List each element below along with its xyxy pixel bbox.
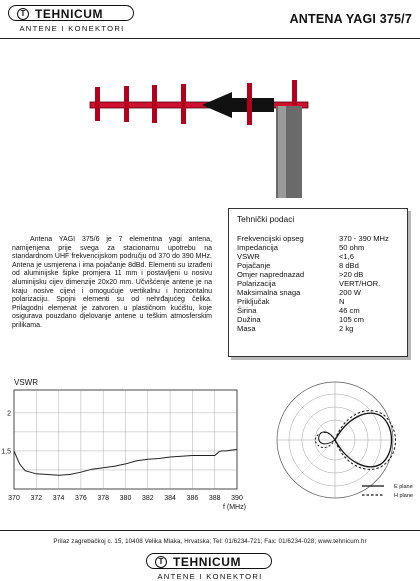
spec-value: 50 ohm xyxy=(339,243,365,252)
spec-value: 46 cm xyxy=(339,306,360,315)
product-description: Antena YAGI 375/6 je 7 elementna yagi antena, namijenjena prije svega za stacionarnu upotrebu na standardnom UHF frekvencijskom području od 370 do 390 MHz. Antena je usmjerena i ima pojačanje 8dBd. Elementi su izrađeni od aluminijske šipke promjera 11 mm i postavljeni u nosivu aluminijsku cijev dimenzije 20x20 mm. Učvišćenje antene je na kraju nosive cijevi i omogućuje vertikalnu i horizontalnu polarizaciju. Spojni elementi su od nehrđajućeg čelika. Prilagodni elemenat je zatvoren u plastičnom kućištu, koje osigurava pouzdano djelovanje antene u teškim atmosferskim prilikama. xyxy=(12,236,212,329)
dipole-housing-body xyxy=(232,98,274,112)
page-title: ANTENA YAGI 375/7 xyxy=(289,12,412,26)
spec-label: Dužina xyxy=(237,315,261,324)
spec-row xyxy=(237,261,389,270)
spec-value: <1,6 xyxy=(339,252,354,261)
spec-row xyxy=(237,306,389,315)
spec-value: 370 - 390 MHz xyxy=(339,234,389,243)
brand-logo xyxy=(6,4,138,34)
technical-specs-box xyxy=(228,208,408,357)
vswr-tick-labels xyxy=(1,410,243,502)
yagi-antenna-icon xyxy=(90,80,308,198)
spec-row xyxy=(237,252,389,261)
antenna-element xyxy=(95,87,100,121)
spec-row xyxy=(237,288,389,297)
antenna-boom xyxy=(90,102,308,108)
footer-brand-name: TEHNICUM xyxy=(173,555,242,569)
footer-address: Prilaz zagrebačkoj c. 15, 10408 Velika Mlaka, Hrvatska; Tel: 01/6234-721; Fax: 01/6234-028; www.tehnicum.hr xyxy=(53,538,367,545)
x-tick-label: 370 xyxy=(8,495,20,502)
footer-brand-subtitle: ANTENE I KONEKTORI xyxy=(157,572,263,581)
x-tick-label: 382 xyxy=(141,495,154,502)
spec-value: 200 W xyxy=(339,288,361,297)
antenna-element xyxy=(181,84,186,124)
spec-value: N xyxy=(339,297,345,306)
polar-legend xyxy=(360,480,420,502)
header-divider xyxy=(0,38,420,39)
mast-highlight xyxy=(278,106,286,198)
spec-row xyxy=(237,270,389,279)
antenna-element xyxy=(152,85,157,123)
spec-label: Priključak xyxy=(237,297,270,306)
footer-divider xyxy=(0,530,420,531)
vswr-chart xyxy=(0,372,250,517)
spec-label: Impedancija xyxy=(237,243,278,252)
spec-row xyxy=(237,315,389,324)
spec-value: >20 dB xyxy=(339,270,364,279)
brand-mark-icon: T xyxy=(17,8,29,20)
e-plane-legend-label: E plane xyxy=(394,484,413,490)
antenna-element xyxy=(247,83,252,125)
specs-title: Tehnički podaci xyxy=(237,214,295,224)
x-tick-label: 374 xyxy=(52,495,65,502)
spec-label: Širina xyxy=(237,306,257,315)
footer-brand-mark-icon: T xyxy=(155,556,167,568)
spec-label: Masa xyxy=(237,324,256,333)
dipole-housing xyxy=(202,92,232,118)
spec-row xyxy=(237,324,389,333)
spec-label: VSWR xyxy=(237,252,260,261)
spec-label: Omjer naprednazad xyxy=(237,270,305,279)
antenna-element xyxy=(124,86,129,122)
spec-label: Frekvencijski opseg xyxy=(237,234,304,243)
x-tick-label: 380 xyxy=(119,495,132,502)
x-tick-label: 378 xyxy=(97,495,110,502)
spec-value: 105 cm xyxy=(339,315,364,324)
spec-row xyxy=(237,234,389,243)
brand-name: TEHNICUM xyxy=(35,7,104,21)
vswr-axis-label: VSWR xyxy=(14,378,38,387)
spec-row xyxy=(237,297,389,306)
frequency-axis-label: f (MHz) xyxy=(223,504,246,511)
x-tick-label: 376 xyxy=(75,495,87,502)
x-tick-label: 386 xyxy=(186,495,199,502)
x-tick-label: 384 xyxy=(164,495,176,502)
e-plane-backlobe xyxy=(319,432,335,444)
spec-label: Pojačanje xyxy=(237,261,271,270)
specs-table xyxy=(237,234,389,333)
spec-value: 2 kg xyxy=(339,324,354,333)
spec-label: Polarizacija xyxy=(237,279,276,288)
spec-row xyxy=(237,243,389,252)
spec-row xyxy=(237,279,389,288)
spec-value: 8 dBd xyxy=(339,261,359,270)
brand-logo-frame xyxy=(8,5,134,21)
brand-subtitle: ANTENE I KONEKTORI xyxy=(19,24,125,33)
antenna-illustration xyxy=(0,40,420,200)
y-tick-label: 2 xyxy=(7,410,11,418)
footer-brand-logo xyxy=(144,552,276,581)
footer-logo-frame xyxy=(146,553,272,569)
h-plane-legend-label: H plane xyxy=(394,493,413,499)
x-tick-label: 388 xyxy=(208,495,221,502)
x-tick-label: 390 xyxy=(231,495,243,502)
y-tick-label: 1,5 xyxy=(1,448,11,456)
x-tick-label: 372 xyxy=(30,495,43,502)
spec-value: VERT/HOR. xyxy=(339,279,381,288)
spec-label: Maksimalna snaga xyxy=(237,288,301,297)
